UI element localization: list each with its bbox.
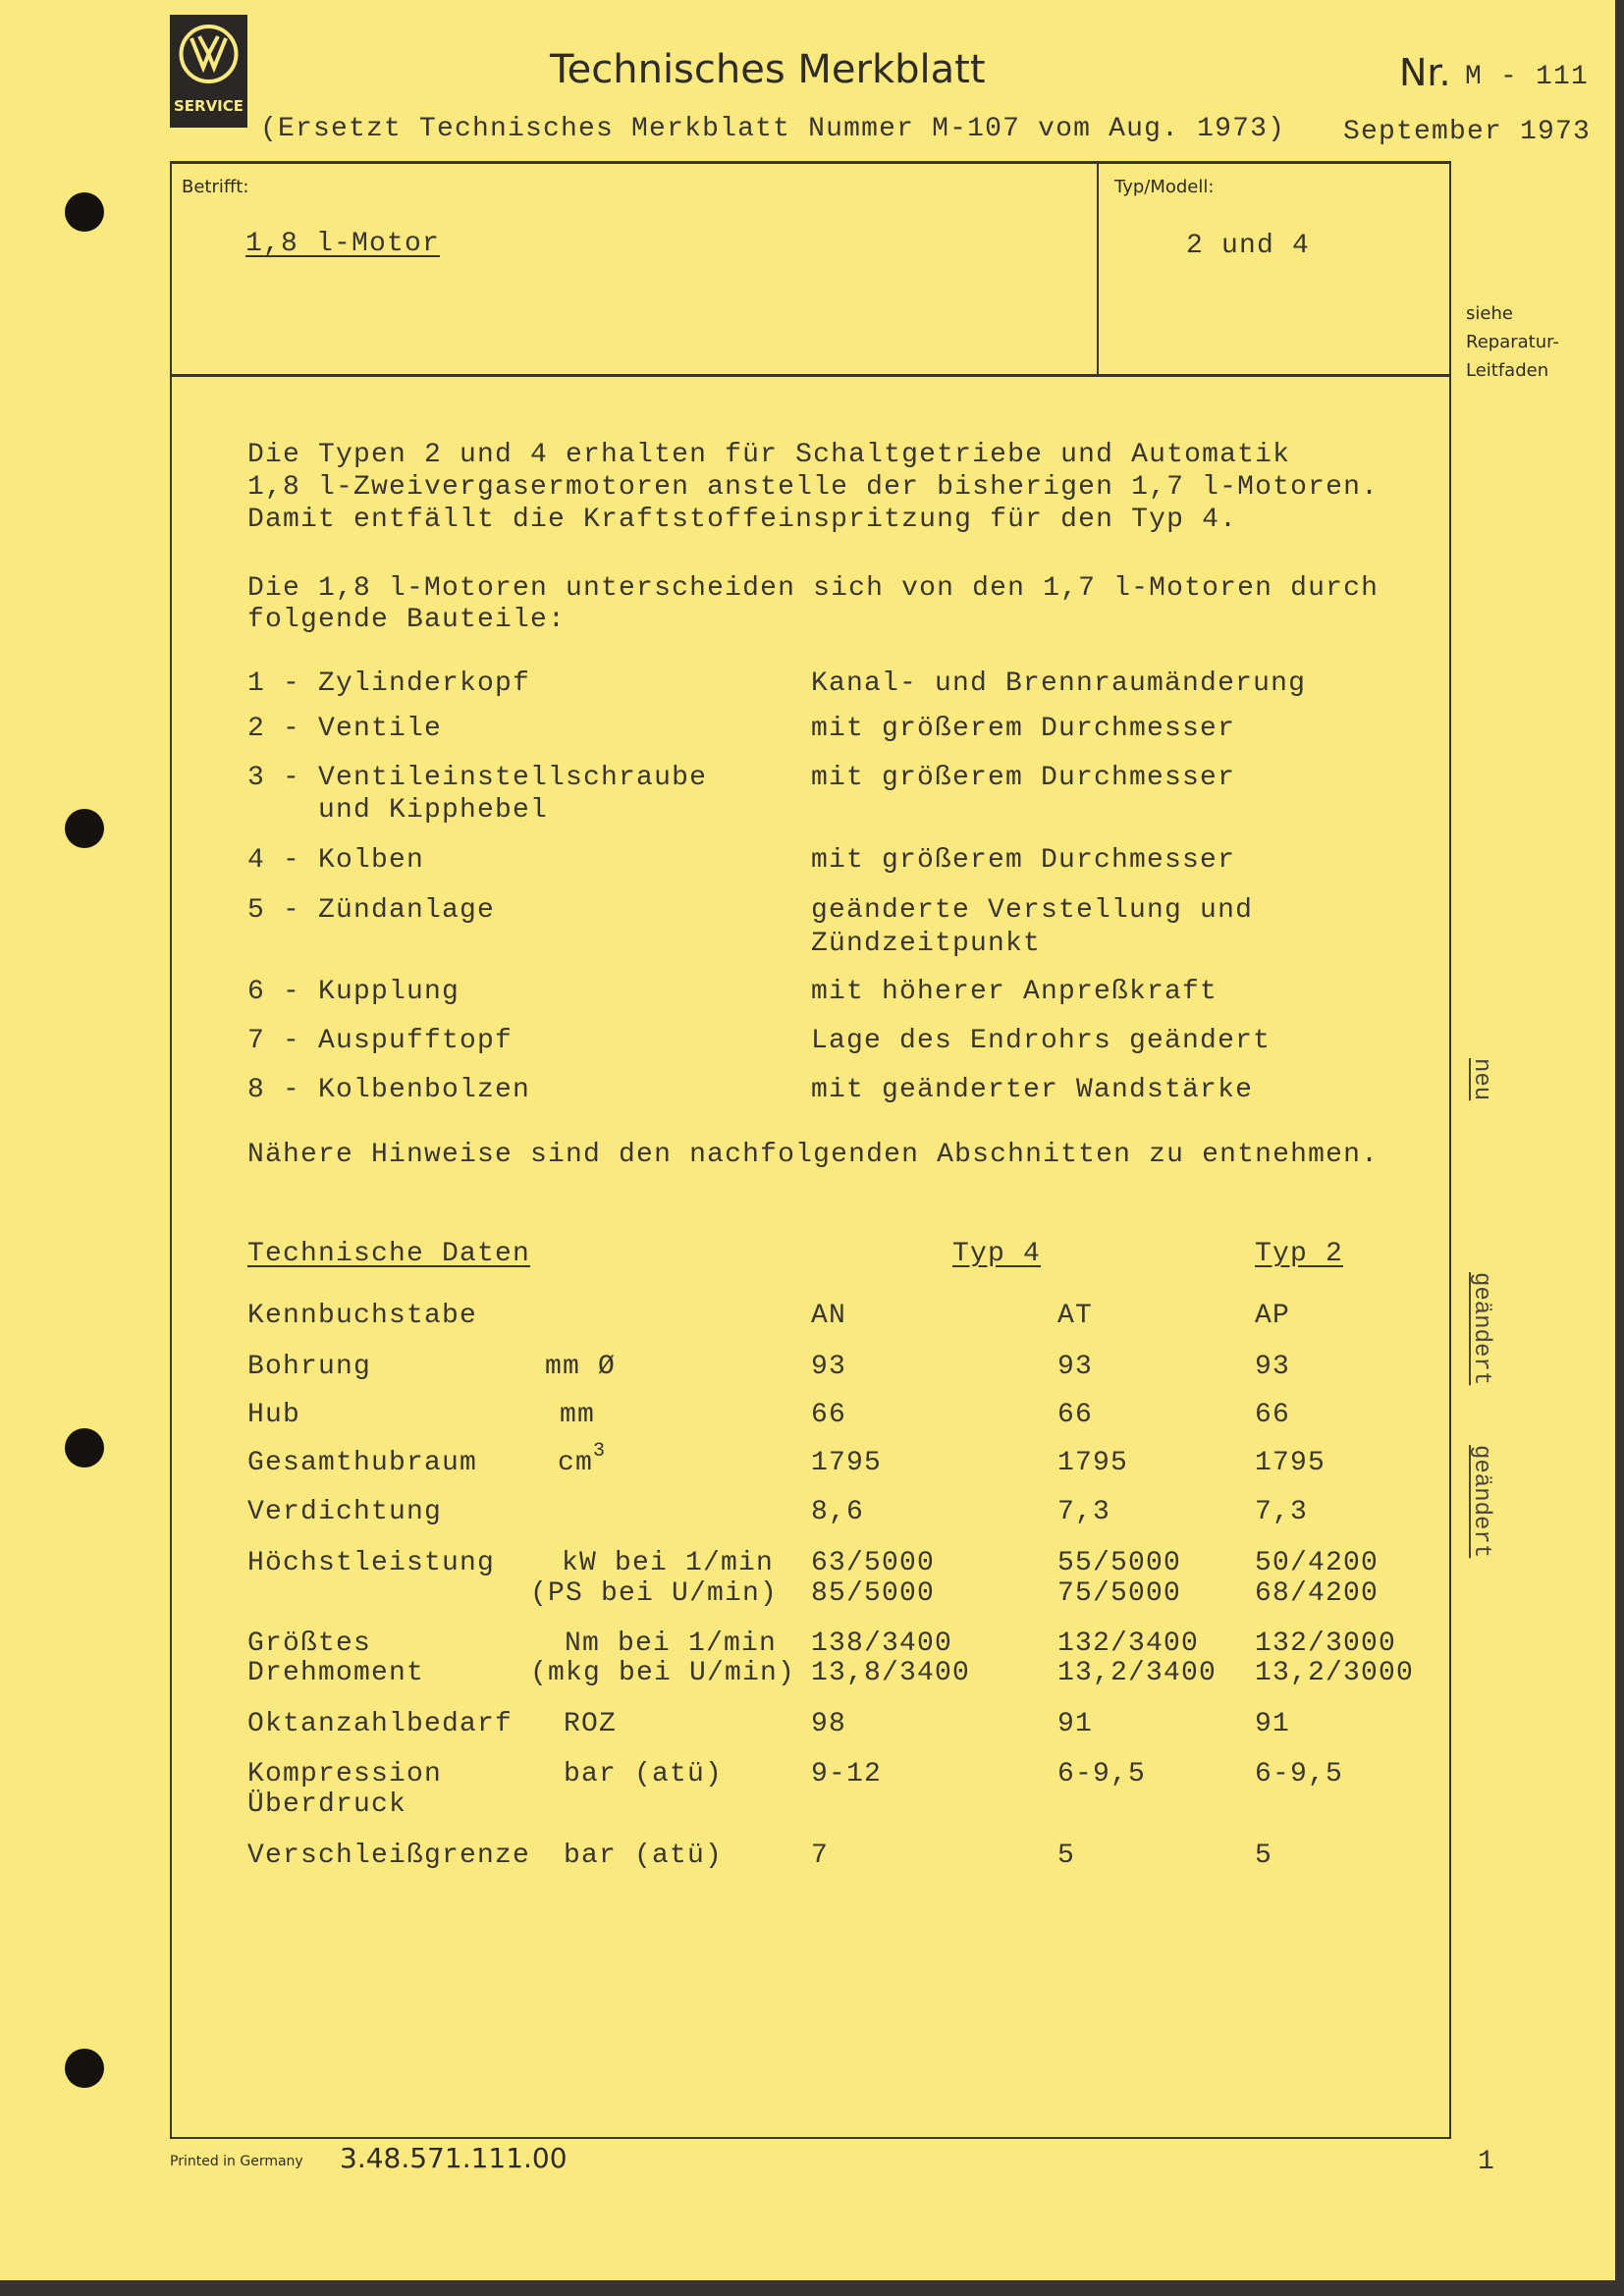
tech-value-an: 7: [811, 1841, 830, 1871]
tech-row-label: Kompression: [247, 1759, 443, 1789]
tech-row-label: Höchstleistung: [247, 1548, 496, 1578]
tech-row-unit: (PS bei U/min): [530, 1578, 779, 1609]
tech-value-ap: 93: [1255, 1352, 1291, 1382]
note: Nähere Hinweise sind den nachfolgenden Abschnitten zu entnehmen.: [247, 1140, 1380, 1170]
tech-value-an: 9-12: [811, 1759, 883, 1789]
divider: [1097, 161, 1099, 376]
divider: [170, 161, 172, 2139]
side-note-line: siehe: [1466, 303, 1513, 324]
page-title: Technisches Merkblatt: [550, 47, 986, 92]
divider: [1449, 161, 1451, 2139]
tech-value-ap: 1795: [1255, 1448, 1326, 1478]
document-number: M - 111: [1465, 62, 1590, 92]
intro-line: Damit entfällt die Kraftstoffeinspritzung für den Typ 4.: [247, 505, 1238, 535]
betrifft-label: Betrifft:: [182, 177, 249, 197]
divider: [170, 2137, 1451, 2139]
tech-value-at: 6-9,5: [1057, 1759, 1147, 1789]
tech-value-at: 7,3: [1057, 1497, 1111, 1527]
intro-line: Die Typen 2 und 4 erhalten für Schaltgetriebe und Automatik: [247, 440, 1291, 470]
tech-value-at: 132/3400: [1057, 1629, 1200, 1659]
part-item: 1 - Zylinderkopf: [247, 668, 531, 699]
part-change: Lage des Endrohrs geändert: [811, 1026, 1272, 1056]
nr-label: Nr.: [1399, 51, 1451, 94]
part-change: geänderte Verstellung und: [811, 895, 1254, 926]
tech-row-unit: bar (atü): [564, 1759, 724, 1789]
typ2-heading: Typ 2: [1255, 1239, 1344, 1269]
tech-value-at: 5: [1057, 1841, 1076, 1871]
vw-logo-icon: [170, 15, 247, 93]
tech-value-at: 75/5000: [1057, 1578, 1182, 1609]
tech-row-unit: bar (atü): [564, 1841, 724, 1871]
tech-value-at: 91: [1057, 1709, 1094, 1739]
page-number: 1: [1478, 2147, 1496, 2177]
tech-value-ap: 6-9,5: [1255, 1759, 1344, 1789]
tech-row-unit: mm: [560, 1400, 596, 1430]
part-change: mit größerem Durchmesser: [811, 763, 1236, 793]
divider: [170, 161, 1451, 164]
printed-in-germany: Printed in Germany: [170, 2154, 303, 2169]
document-code: 3.48.571.111.00: [340, 2142, 568, 2174]
tech-row-unit: (mkg bei U/min): [530, 1658, 796, 1688]
tech-row-label: Oktanzahlbedarf: [247, 1709, 514, 1739]
divider: [170, 374, 1451, 377]
tech-value-ap: AP: [1255, 1301, 1291, 1331]
tech-value-ap: 5: [1255, 1841, 1273, 1871]
tech-value-an: 8,6: [811, 1497, 865, 1527]
tech-row-label: Hub: [247, 1400, 301, 1430]
tech-row-unit: ROZ: [564, 1709, 618, 1739]
part-item: und Kipphebel: [247, 795, 549, 826]
tech-row-unit: [558, 1440, 607, 1480]
tech-row-unit: mm Ø: [545, 1352, 617, 1382]
tech-value-at: 55/5000: [1057, 1548, 1182, 1578]
tech-value-ap: 66: [1255, 1400, 1291, 1430]
tech-value-an: 85/5000: [811, 1578, 936, 1609]
tech-value-ap: 50/4200: [1255, 1548, 1380, 1578]
tech-row-label: Gesamthubraum: [247, 1448, 478, 1478]
margin-note-geaendert: geändert: [1468, 1272, 1494, 1386]
tech-row-unit: kW bei 1/min: [562, 1548, 775, 1578]
punch-hole: [65, 192, 104, 232]
part-item: 5 - Zündanlage: [247, 895, 496, 926]
tech-value-an: 13,8/3400: [811, 1658, 971, 1688]
part-change: Zündzeitpunkt: [811, 929, 1042, 959]
tech-value-at: AT: [1057, 1301, 1094, 1331]
side-note: [1466, 299, 1559, 385]
part-item: 8 - Kolbenbolzen: [247, 1075, 531, 1105]
part-change: mit größerem Durchmesser: [811, 714, 1236, 744]
issue-date: September 1973: [1343, 117, 1592, 147]
subject-value: 1,8 l-Motor: [245, 229, 441, 259]
side-note-line: Reparatur-: [1466, 332, 1559, 352]
part-item: 6 - Kupplung: [247, 977, 460, 1007]
logo-service-label: SERVICE: [173, 97, 244, 115]
margin-note-neu: neu: [1468, 1058, 1494, 1101]
tech-value-an: 138/3400: [811, 1629, 953, 1659]
punch-hole: [65, 2049, 104, 2088]
tech-row-label: Verschleißgrenze: [247, 1841, 531, 1871]
part-change: mit größerem Durchmesser: [811, 845, 1236, 876]
tech-value-at: 66: [1057, 1400, 1094, 1430]
part-item: 2 - Ventile: [247, 714, 443, 744]
tech-row-label: Verdichtung: [247, 1497, 443, 1527]
side-note-line: Leitfaden: [1466, 360, 1549, 381]
intro-line: 1,8 l-Zweivergasermotoren anstelle der bisherigen 1,7 l-Motoren.: [247, 472, 1380, 503]
part-change: mit höherer Anpreßkraft: [811, 977, 1218, 1007]
tech-value-an: AN: [811, 1301, 847, 1331]
punch-hole: [65, 809, 104, 848]
part-change: Kanal- und Brennraumänderung: [811, 668, 1307, 699]
vw-service-logo: [170, 15, 247, 128]
tech-value-an: 63/5000: [811, 1548, 936, 1578]
replaces-note: (Ersetzt Technisches Merkblatt Nummer M-107 vom Aug. 1973): [260, 114, 1286, 144]
tech-value-an: 1795: [811, 1448, 883, 1478]
tech-row-unit: Nm bei 1/min: [565, 1629, 778, 1659]
unit-superscript: 3: [593, 1440, 607, 1463]
tech-value-at: 93: [1057, 1352, 1094, 1382]
tech-row-label: Größtes: [247, 1629, 372, 1659]
margin-note-geaendert: geändert: [1468, 1445, 1494, 1559]
tech-value-an: 98: [811, 1709, 847, 1739]
tech-value-ap: 68/4200: [1255, 1578, 1380, 1609]
part-item: 3 - Ventileinstellschraube: [247, 763, 708, 793]
part-change: mit geänderter Wandstärke: [811, 1075, 1254, 1105]
tech-value-at: 1795: [1057, 1448, 1129, 1478]
diff-intro-line: folgende Bauteile:: [247, 605, 567, 635]
tech-row-label: Überdruck: [247, 1789, 407, 1820]
typ-value: 2 und 4: [1186, 231, 1311, 261]
part-item: 4 - Kolben: [247, 845, 425, 876]
tech-value-ap: 7,3: [1255, 1497, 1309, 1527]
tech-value-ap: 13,2/3000: [1255, 1658, 1415, 1688]
diff-intro-line: Die 1,8 l-Motoren unterscheiden sich von den 1,7 l-Motoren durch: [247, 573, 1380, 604]
punch-hole: [65, 1428, 104, 1468]
tech-row-label: Kennbuchstabe: [247, 1301, 478, 1331]
tech-row-label: Drehmoment: [247, 1658, 425, 1688]
typ-label: Typ/Modell:: [1114, 177, 1215, 197]
tech-value-an: 66: [811, 1400, 847, 1430]
tech-value-ap: 91: [1255, 1709, 1291, 1739]
unit-text: cm: [558, 1448, 594, 1478]
tech-row-label: Bohrung: [247, 1352, 372, 1382]
part-item: 7 - Auspufftopf: [247, 1026, 514, 1056]
tech-heading: Technische Daten: [247, 1239, 531, 1269]
tech-value-at: 13,2/3400: [1057, 1658, 1218, 1688]
tech-value-ap: 132/3000: [1255, 1629, 1397, 1659]
tech-value-an: 93: [811, 1352, 847, 1382]
typ4-heading: Typ 4: [952, 1239, 1042, 1269]
